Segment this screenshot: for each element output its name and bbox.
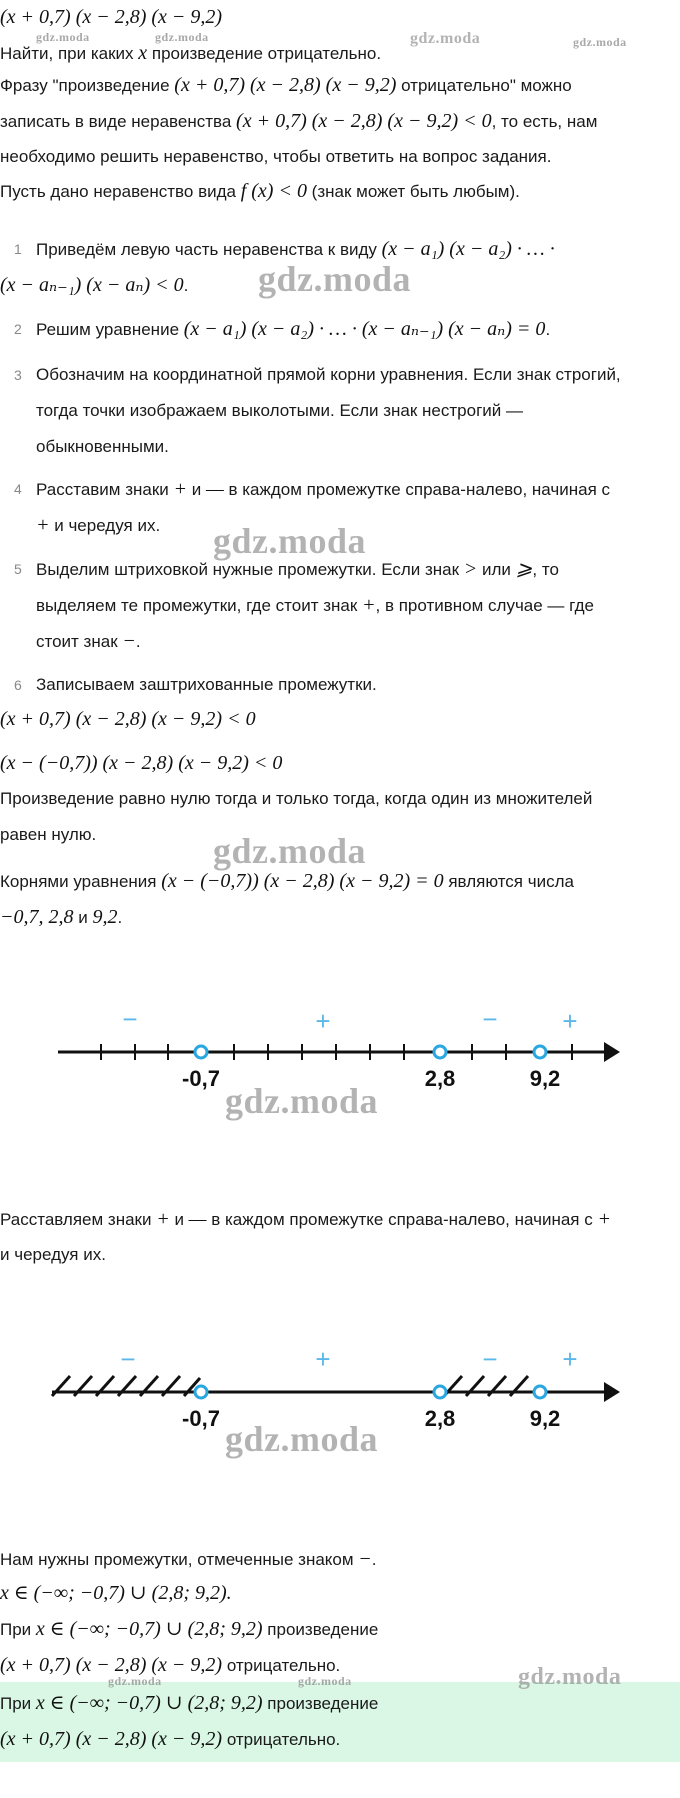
step-5-text-e: , в противном случае — где [375, 596, 594, 615]
answer-set: x ∈ (−∞; −0,7) ∪ (2,8; 9,2). [0, 1582, 232, 1604]
para1-text-a: Фразу "произведение [0, 76, 175, 95]
root-label: 9,2 [529, 1406, 561, 1431]
root-label: -0,7 [182, 1406, 220, 1431]
step-5-geq: ⩾ [515, 558, 533, 580]
para6-minus: − [358, 1548, 372, 1570]
para2-text-b: (знак может быть любым). [306, 182, 520, 201]
axis-arrow-icon [604, 1382, 620, 1402]
para1-text-d: , то есть, нам [491, 112, 598, 131]
step-1-math-b: (x − aₙ₋₁) (x − aₙ) < 0 [0, 274, 184, 296]
sign-label: − [120, 1344, 136, 1374]
para2-line [0, 178, 520, 205]
para1-math-a: (x + 0,7) (x − 2,8) (x − 9,2) [174, 74, 397, 96]
root-label: 9,2 [529, 1066, 561, 1091]
watermark: gdz.moda [155, 30, 209, 44]
final-text-b: произведение [262, 1694, 379, 1713]
final-text-a: При [0, 1694, 36, 1713]
root-label: 2,8 [424, 1406, 456, 1431]
root-label: 2,8 [424, 1066, 456, 1091]
task-prefix: Найти, при каких [0, 44, 139, 63]
para2-math: f (x) < 0 [240, 180, 307, 202]
step-1-math-a: (x − a₁) (x − a₂) · … · [381, 238, 555, 260]
para1-math-b: (x + 0,7) (x − 2,8) (x − 9,2) < 0 [236, 110, 492, 132]
step-5-text-b: или [477, 560, 516, 579]
para6-text-b: . [371, 1550, 377, 1569]
para5-text-b: и [169, 1210, 189, 1229]
final-answer-line1 [0, 1690, 378, 1717]
inequality-1: (x + 0,7) (x − 2,8) (x − 9,2) < 0 [0, 708, 256, 730]
step-3-line2: тогда точки изображаем выколотыми. Если знак нестрогий — [36, 401, 523, 420]
watermark: gdz.moda [258, 259, 412, 299]
watermark: gdz.moda [518, 1664, 622, 1690]
para4-text-a: Корнями уравнения [0, 872, 162, 891]
para5-minus: — [188, 1208, 207, 1230]
step-2-math: (x − a₁) (x − a₂) · … · (x − aₙ₋₁) (x − aₙ) = 0 [183, 318, 546, 340]
para7-text-a: При [0, 1620, 36, 1639]
step-5-gt: > [463, 558, 478, 580]
para3-line1: Произведение равно нулю тогда и только тогда, когда один из множителей [0, 789, 593, 808]
para5-text-c: в каждом промежутке справа-налево, начиная с [206, 1210, 598, 1229]
para4-end: . [117, 908, 123, 927]
step-1-text-end: . [183, 276, 189, 295]
para2-text-a: Пусть дано неравенство вида [0, 182, 241, 201]
axis-arrow-icon [604, 1042, 620, 1062]
watermark: gdz.moda [36, 30, 90, 44]
step-3-line3: обыкновенными. [36, 437, 169, 456]
step-4-line2 [36, 512, 160, 539]
sign-label: + [562, 1344, 578, 1374]
final-answer-line2 [0, 1726, 340, 1753]
para6-line [0, 1546, 377, 1573]
para7-line2 [0, 1652, 340, 1679]
step-2-text: Решим уравнение [36, 320, 184, 339]
para4-line1 [0, 868, 574, 895]
step-4-minus: — [205, 478, 224, 500]
step-5-text-f: стоит знак [36, 632, 123, 651]
sign-label: − [482, 1344, 498, 1374]
para5-line1 [0, 1206, 611, 1233]
step-5-plus: + [362, 594, 376, 616]
root-label: -0,7 [182, 1066, 220, 1091]
step-5-text-c: , то [532, 560, 559, 579]
para1-line2 [0, 108, 597, 135]
final-math-b: (x + 0,7) (x − 2,8) (x − 9,2) [0, 1728, 223, 1750]
step-1-line2 [0, 272, 188, 299]
step-4-text-c: в каждом промежутке справа-налево, начиная с [223, 480, 611, 499]
root-point [195, 1046, 207, 1058]
step-4-text-b: и [187, 480, 206, 499]
para4-roots-b: 9,2 [92, 906, 118, 928]
root-point [195, 1386, 207, 1398]
task-suffix: произведение отрицательно. [147, 44, 382, 63]
para4-and: и [73, 908, 93, 927]
watermark: gdz.moda [573, 35, 627, 49]
para7-text-c: отрицательно. [222, 1656, 341, 1675]
step-4-plus: + [173, 478, 188, 500]
sign-label: + [315, 1006, 331, 1036]
watermark: gdz.moda [225, 1081, 379, 1121]
step-5-text-g: . [135, 632, 141, 651]
para1-line3: необходимо решить неравенство, чтобы ответить на вопрос задания. [0, 147, 552, 166]
watermark: gdz.moda [213, 831, 367, 871]
step-2-text-end: . [545, 320, 551, 339]
para1-text-c: записать в виде неравенства [0, 112, 237, 131]
para7-text-b: произведение [262, 1620, 379, 1639]
step-6-line1: Записываем заштрихованные промежутки. [36, 675, 377, 694]
watermark: gdz.moda [410, 30, 481, 47]
step-4-plus-b: + [36, 514, 50, 536]
para1-text-b: отрицательно" можно [396, 76, 572, 95]
para5-line2: и чередуя их. [0, 1245, 106, 1264]
step-number: 4 [14, 481, 22, 497]
para4-text-b: являются числа [443, 872, 574, 891]
step-5-line3 [36, 628, 141, 655]
inequality-2: (x − (−0,7)) (x − 2,8) (x − 9,2) < 0 [0, 752, 283, 774]
step-5-text-a: Выделим штриховкой нужные промежутки. Если знак [36, 560, 464, 579]
root-point [434, 1386, 446, 1398]
step-4-line1 [36, 476, 610, 503]
task-var: x [138, 42, 148, 64]
para6-text-a: Нам нужны промежутки, отмеченные знаком [0, 1550, 359, 1569]
sign-label: − [482, 1004, 498, 1034]
step-4-text-a: Расставим знаки [36, 480, 174, 499]
watermark: gdz.moda [225, 1419, 379, 1459]
para5-plus-b: + [597, 1208, 611, 1230]
root-point [434, 1046, 446, 1058]
para5-plus: + [156, 1208, 170, 1230]
step-number: 1 [14, 241, 22, 257]
step-number: 6 [14, 677, 22, 693]
para7-line1 [0, 1616, 378, 1643]
main-expression: (x + 0,7) (x − 2,8) (x − 9,2) [0, 6, 223, 28]
step-5-line2 [36, 592, 594, 619]
step-5-text-d: выделяем те промежутки, где стоит знак [36, 596, 363, 615]
sign-label: + [315, 1344, 331, 1374]
para7-math-b: (x + 0,7) (x − 2,8) (x − 9,2) [0, 1654, 223, 1676]
root-point [534, 1386, 546, 1398]
step-5-minus: − [122, 630, 136, 652]
para4-math: (x − (−0,7)) (x − 2,8) (x − 9,2) = 0 [161, 870, 444, 892]
step-3-line1: Обозначим на координатной прямой корни уравнения. Если знак строгий, [36, 365, 621, 384]
final-text-c: отрицательно. [222, 1730, 341, 1749]
para1-line1 [0, 72, 572, 99]
step-2-line1 [36, 316, 550, 343]
watermark: gdz.moda [108, 1674, 162, 1688]
sign-label: + [562, 1006, 578, 1036]
step-number: 5 [14, 561, 22, 577]
sign-label: − [122, 1004, 138, 1034]
para4-roots-a: −0,7, 2,8 [0, 906, 74, 928]
step-4-text-d: и чередуя их. [49, 516, 161, 535]
final-math: x ∈ (−∞; −0,7) ∪ (2,8; 9,2) [35, 1692, 263, 1714]
para5-text-a: Расставляем знаки [0, 1210, 157, 1229]
para3-line2: равен нулю. [0, 825, 97, 844]
para4-line2 [0, 904, 122, 931]
step-number: 2 [14, 321, 22, 337]
para7-math: x ∈ (−∞; −0,7) ∪ (2,8; 9,2) [35, 1618, 263, 1640]
root-point [534, 1046, 546, 1058]
watermark: gdz.moda [298, 1674, 352, 1688]
step-1-text: Приведём левую часть неравенства к виду [36, 240, 382, 259]
watermark: gdz.moda [213, 521, 367, 561]
step-number: 3 [14, 367, 22, 383]
